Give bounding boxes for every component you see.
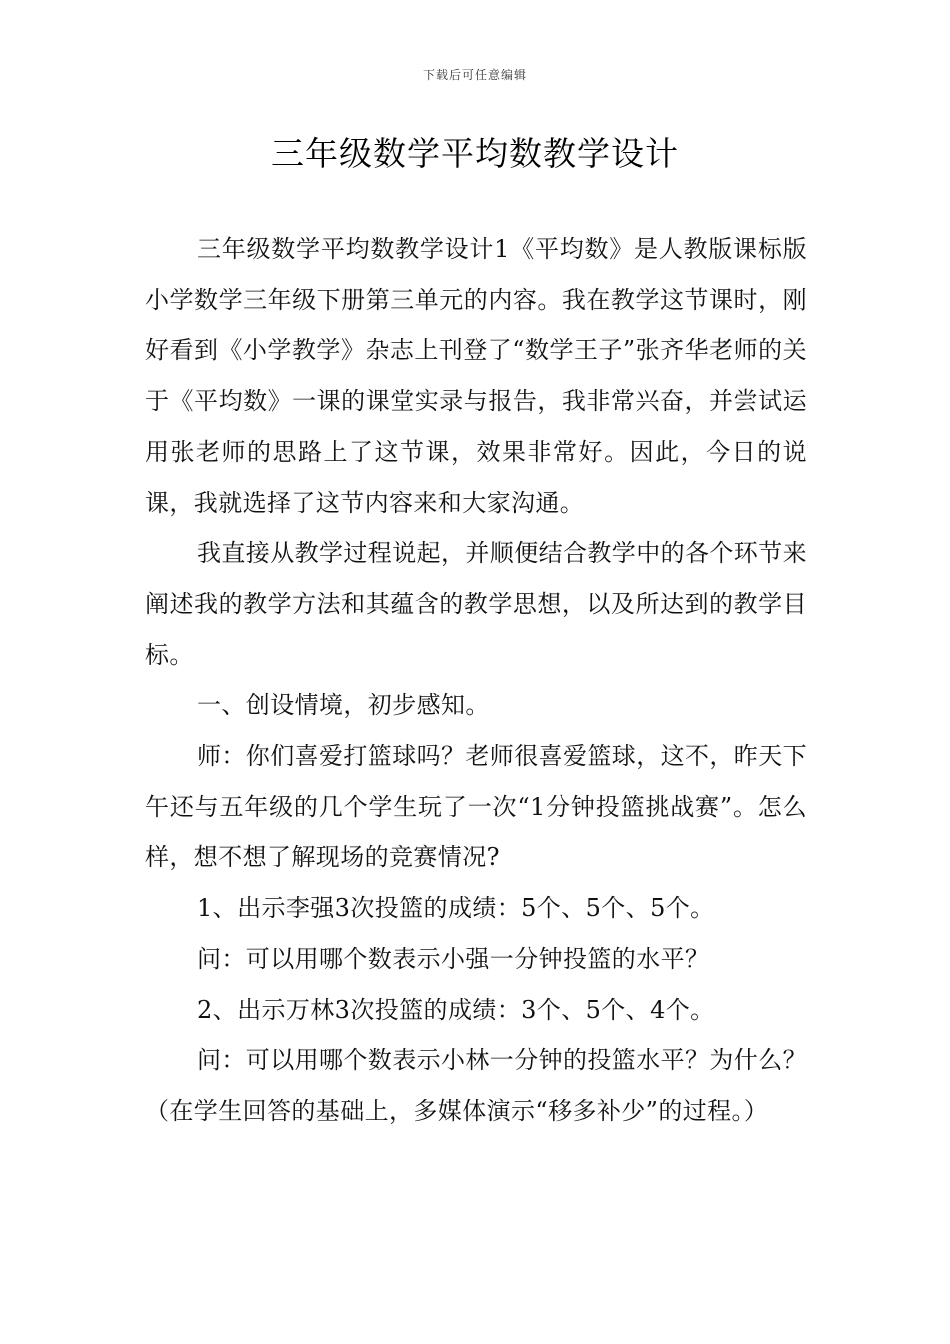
paragraph-intro: 三年级数学平均数教学设计1《平均数》是人教版课标版小学数学三年级下册第三单元的内容。我在教学这节课时，刚好看到《小学教学》杂志上刊登了“数学王子”张齐华老师的关于《平均数》一课的课堂实录与报告，我非常兴奋，并尝试运用张老师的思路上了这节课，效果非常好。因此，今日的说课，我就选择了这节内容来和大家沟通。 <box>145 235 807 517</box>
paragraph-item-1: 1、出示李强3次投篮的成绩：5个、5个、5个。 <box>197 894 715 923</box>
section-heading: 一、创设情境，初步感知。 <box>197 691 490 720</box>
paragraph-question-2: 问：可以用哪个数表示小林一分钟的投篮水平？为什么？（在学生回答的基础上，多媒体演示“移多补少”的过程。） <box>145 1046 807 1125</box>
paragraph-item-2: 2、出示万林3次投篮的成绩：3个、5个、4个。 <box>197 995 715 1024</box>
header-note: 下载后可任意编辑 <box>422 68 527 82</box>
document-title: 三年级数学平均数教学设计 <box>271 134 679 173</box>
paragraph-question-1: 问：可以用哪个数表示小强一分钟投篮的水平？ <box>197 944 710 973</box>
paragraph-teacher-question: 师：你们喜爱打篮球吗？老师很喜爱篮球，这不，昨天下午还与五年级的几个学生玩了一次“1分钟投篮挑战赛”。怎么样，想不想了解现场的竞赛情况? <box>145 742 807 872</box>
document-body <box>145 224 807 1137</box>
paragraph-process: 我直接从教学过程说起，并顺便结合教学中的各个环节来阐述我的教学方法和其蕴含的教学思想，以及所达到的教学目标。 <box>145 539 807 669</box>
